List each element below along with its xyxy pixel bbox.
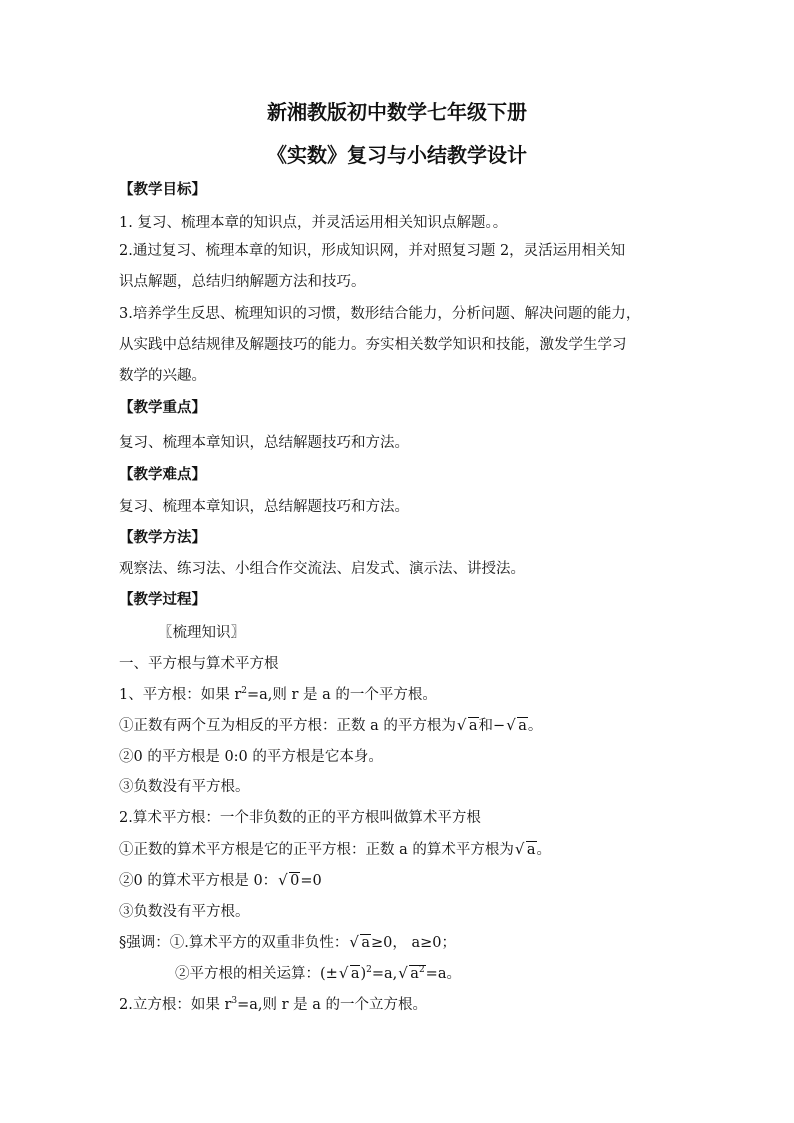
exponent: 2: [366, 965, 372, 975]
section-heading-method: 【教学方法】: [119, 530, 206, 546]
section-heading-key: 【教学重点】: [119, 400, 206, 416]
negative-no-root: ③负数没有平方根。: [119, 779, 250, 795]
goals-line-4: 3.培养学生反思、梳理知识的习惯，数形结合能力，分析问题、解决问题的能力，: [119, 306, 641, 322]
doc-title-line1: 新湘教版初中数学七年级下册: [267, 100, 527, 124]
emphasis-note: [119, 933, 686, 953]
radical: [278, 871, 300, 891]
radical: [515, 840, 537, 860]
radical: [506, 716, 528, 736]
section-heading-difficulty: 【教学难点】: [119, 467, 206, 483]
text: =a,: [371, 966, 398, 982]
radicand: a: [350, 966, 360, 982]
exponent: 2: [418, 965, 425, 975]
goals-line-2: 2.通过复习、梳理本章的知识，形成知识网，并对照复习题 2，灵活运用相关知: [119, 243, 626, 259]
text: =0: [300, 873, 322, 889]
radicand: a: [361, 935, 371, 951]
text: =a。: [425, 966, 461, 982]
text: 2.立方根：如果 r: [119, 997, 232, 1013]
zero-square-root: ②0 的平方根是 0:0 的平方根是它本身。: [119, 749, 383, 765]
radicand: a: [526, 842, 536, 858]
radical: [349, 933, 371, 953]
text: ): [360, 966, 367, 982]
section-heading-process: 【教学过程】: [119, 592, 206, 608]
text: ①正数有两个互为相反的平方根：正数 a 的平方根为: [119, 718, 456, 734]
negative-no-arithmetic-root: ③负数没有平方根。: [119, 904, 250, 920]
process-subheading: 〖梳理知识〗: [158, 625, 245, 641]
root-operations: [175, 964, 686, 984]
goals-line-1: 1. 复习、梳理本章的知识点，并灵活运用相关知识点解题。。: [119, 215, 508, 231]
text: 和−: [478, 718, 506, 734]
text: ①正数的算术平方根是它的正平方根：正数 a 的算术平方根为: [119, 842, 514, 858]
radicand: a: [518, 718, 527, 734]
exponent: 2: [241, 686, 247, 696]
difficulty-text: 复习、梳理本章知识，总结解题技巧和方法。: [119, 499, 409, 515]
goals-line-5: 从实践中总结规律及解题技巧的能力。夯实相关数学知识和技能，激发学生学习: [119, 337, 627, 353]
text: ≥0， a≥0；: [371, 935, 457, 951]
doc-title-line2: 《实数》复习与小结教学设计: [267, 143, 527, 167]
text: §强调：①.算术平方的双重非负性：: [119, 935, 349, 951]
section-heading-goals: 【教学目标】: [119, 182, 206, 198]
text: ②平方根的相关运算：(±: [175, 966, 338, 982]
text: =a,则 r 是 a 的一个立方根。: [237, 997, 428, 1013]
goals-line-6: 数学的兴趣。: [119, 368, 206, 384]
cube-root-definition: [119, 995, 686, 1015]
text: a: [410, 966, 419, 982]
square-root-definition: [119, 685, 686, 705]
method-text: 观察法、练习法、小组合作交流法、启发式、演示法、讲授法。: [119, 561, 525, 577]
process-section-1: 一、平方根与算术平方根: [119, 656, 279, 672]
text: =a,则 r 是 a 的一个平方根。: [247, 687, 437, 703]
exponent: 3: [231, 996, 238, 1006]
zero-arithmetic-root: [119, 871, 686, 891]
radical: [457, 716, 479, 736]
arithmetic-root-definition: 2.算术平方根：一个非负数的正的平方根叫做算术平方根: [119, 810, 481, 826]
text: 。: [527, 718, 543, 734]
text: ②0 的算术平方根是 0：: [119, 873, 278, 889]
goals-line-3: 识点解题，总结归纳解题方法和技巧。: [119, 274, 366, 290]
radicand: a: [468, 718, 478, 734]
positive-arithmetic-root: [119, 840, 686, 860]
text: 。: [536, 842, 552, 858]
text: 1、平方根：如果 r: [119, 687, 242, 703]
positive-square-roots: [119, 716, 686, 736]
radicand: 0: [290, 873, 300, 889]
radicand: [409, 965, 425, 982]
radical: [398, 964, 425, 984]
radical: [339, 964, 361, 984]
key-text: 复习、梳理本章知识，总结解题技巧和方法。: [119, 435, 409, 451]
